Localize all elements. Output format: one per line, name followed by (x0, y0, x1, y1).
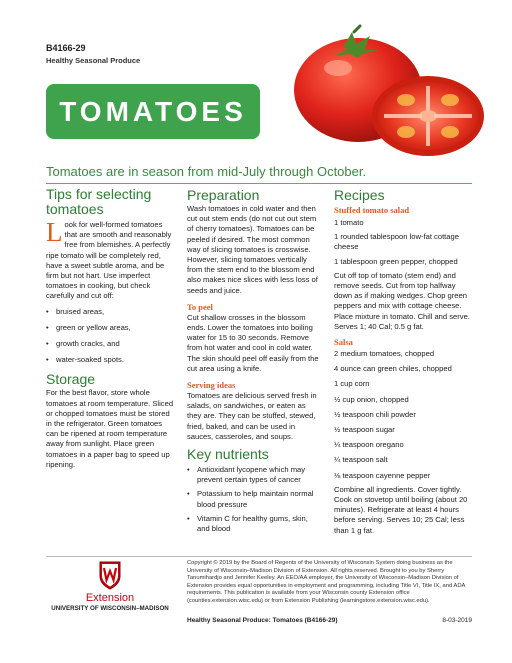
list-item: • bruised areas, (46, 307, 174, 317)
nutrients-heading: Key nutrients (187, 446, 269, 463)
list-item: • green or yellow areas, (46, 323, 174, 333)
logo-subtext: UNIVERSITY OF WISCONSIN–MADISON (51, 605, 169, 612)
ingredient: 2 medium tomatoes, chopped (334, 349, 435, 359)
divider (46, 183, 472, 184)
publication-code: B4166-29 (46, 43, 86, 53)
list-item: • Vitamin C for healthy gums, skin, and blood (187, 514, 322, 534)
footer-title: Healthy Seasonal Produce: Tomatoes (B4166-29) (187, 617, 338, 624)
copyright-notice: Copyright © 2019 by the Board of Regents of the University of Wisconsin System doing business as the University of Wisconsin–Madison Division of Extension. All rights reserved. Brought to you by Sherry Tanumihardjo and Jennifer Keeley. An EEO/AA employer, the University of Wisconsin–Madison Division of Extension provides equal opportunities in employment and programming, including Title VI, Title IX, and ADA requirements. This publication is available from your Wisconsin county Extension office (counties.extension.wisc.edu) or from Extension Publishing (learningstore.extension.wisc.edu). (187, 560, 466, 604)
tips-paragraph (46, 217, 174, 302)
salsa-recipe-title: Salsa (334, 337, 353, 348)
ingredient: 4 ounce can green chiles, chopped (334, 364, 452, 374)
column-recipes (334, 187, 472, 536)
ingredient: ¼ teaspoon salt (334, 455, 388, 465)
tips-heading-line1: Tips for selecting (46, 186, 152, 202)
salsa-directions: Combine all ingredients. Cover tightly. Cook on stovetop until boiling (about 20 minutes). Refrigerate at least 4 hours before serving. Serves 10; 25 Cal; less than 1 g fat. (334, 484, 468, 535)
tips-lead: ook for well-formed tomatoes that are smooth and reasonably free from blemishes. A perfectly ripe tomato will be completely red, have a sweet subtle aroma, and be firm but not hart. Use imperfect tomatoes in cooking, but check carefully and cut off: (46, 220, 172, 301)
series-name: Healthy Seasonal Produce (46, 56, 141, 65)
extension-logo (46, 560, 174, 612)
logo-text: Extension (85, 592, 135, 604)
tomato-photo (282, 24, 488, 160)
ingredient: ½ teaspoon chili powder (334, 409, 416, 419)
drop-cap: L (46, 217, 63, 247)
tips-list (46, 307, 174, 366)
crest-icon (98, 560, 122, 590)
title-banner: TOMATOES (46, 84, 260, 139)
preparation-heading: Preparation (187, 187, 260, 203)
storage-text: For the best flavor, store whole tomatoes at room temperature. Sliced or chopped tomatoes must be stored in the refrigerator. Green tomatoes can be ripened at room temperature away from sunlight. Place green tomatoes in a paper bag to speed up ripening. (46, 388, 174, 469)
tips-heading (46, 187, 174, 217)
preparation-text: Wash tomatoes in cold water and then cut out stem ends (do not cut out stem of cherry tomatoes). Tomatoes can be peeled if desired. The most common way of slicing tomatoes is crosswise. However, slicing tomatoes vertically from the stem end to the blossom end also makes nice slices with less loss of seeds and juice. (187, 204, 318, 295)
peel-heading: To peel (187, 301, 213, 312)
list-item: • Potassium to help maintain normal blood pressure (187, 489, 322, 509)
stuffed-recipe-title: Stuffed tomato salad (334, 205, 410, 215)
ingredient: 1 tablespoon green pepper, chopped (334, 256, 458, 266)
list-item: • water-soaked spots. (46, 355, 174, 365)
ingredient: ½ cup onion, chopped (334, 394, 409, 404)
ingredient: ⅛ teaspoon cayenne pepper (334, 470, 431, 480)
peel-text: Cut shallow crosses in the blossom ends. Lower the tomatoes into boiling water for 15 to 30 seconds. Remove from hot water and cool in cold water. The skin should peel off easily from the cut area using a knife. (187, 312, 319, 373)
ingredient: ¼ teaspoon oregano (334, 440, 404, 450)
tips-heading-line2: tomatoes (46, 201, 104, 217)
list-item: • Antioxidant lycopene which may prevent certain types of cancer (187, 465, 322, 485)
nutrients-list (187, 465, 322, 534)
column-preparation (187, 187, 322, 538)
ingredient: 1 cup corn (334, 379, 370, 389)
stuffed-directions: Cut off top of tomato (stem end) and remove seeds. Cut from top halfway down as if making wedges. Chop green peppers and mix with cottage cheese. Place mixture in tomato. Chill and serve. Serves 1; 40 Cal; 0.5 g fat. (334, 270, 470, 331)
season-tagline: Tomatoes are in season from mid-July through October. (46, 164, 367, 179)
storage-heading: Storage (46, 371, 96, 388)
ingredient: 1 rounded tablespoon low-fat cottage cheese (334, 232, 459, 252)
footer-divider (46, 556, 472, 557)
recipes-heading: Recipes (334, 187, 385, 203)
list-item: • growth cracks, and (46, 339, 174, 349)
ingredient: ½ teaspoon sugar (334, 425, 395, 435)
serving-text: Tomatoes are delicious served fresh in salads, on sandwiches, or eaten as they are. They can be stuffed, stewed, fried, baked, and can be used in sauces, casseroles, and soups. (187, 391, 317, 441)
serving-heading: Serving ideas (187, 380, 236, 391)
column-tips (46, 187, 174, 470)
publication-date: 8-03-2019 (442, 617, 472, 624)
ingredient: 1 tomato (334, 218, 364, 227)
